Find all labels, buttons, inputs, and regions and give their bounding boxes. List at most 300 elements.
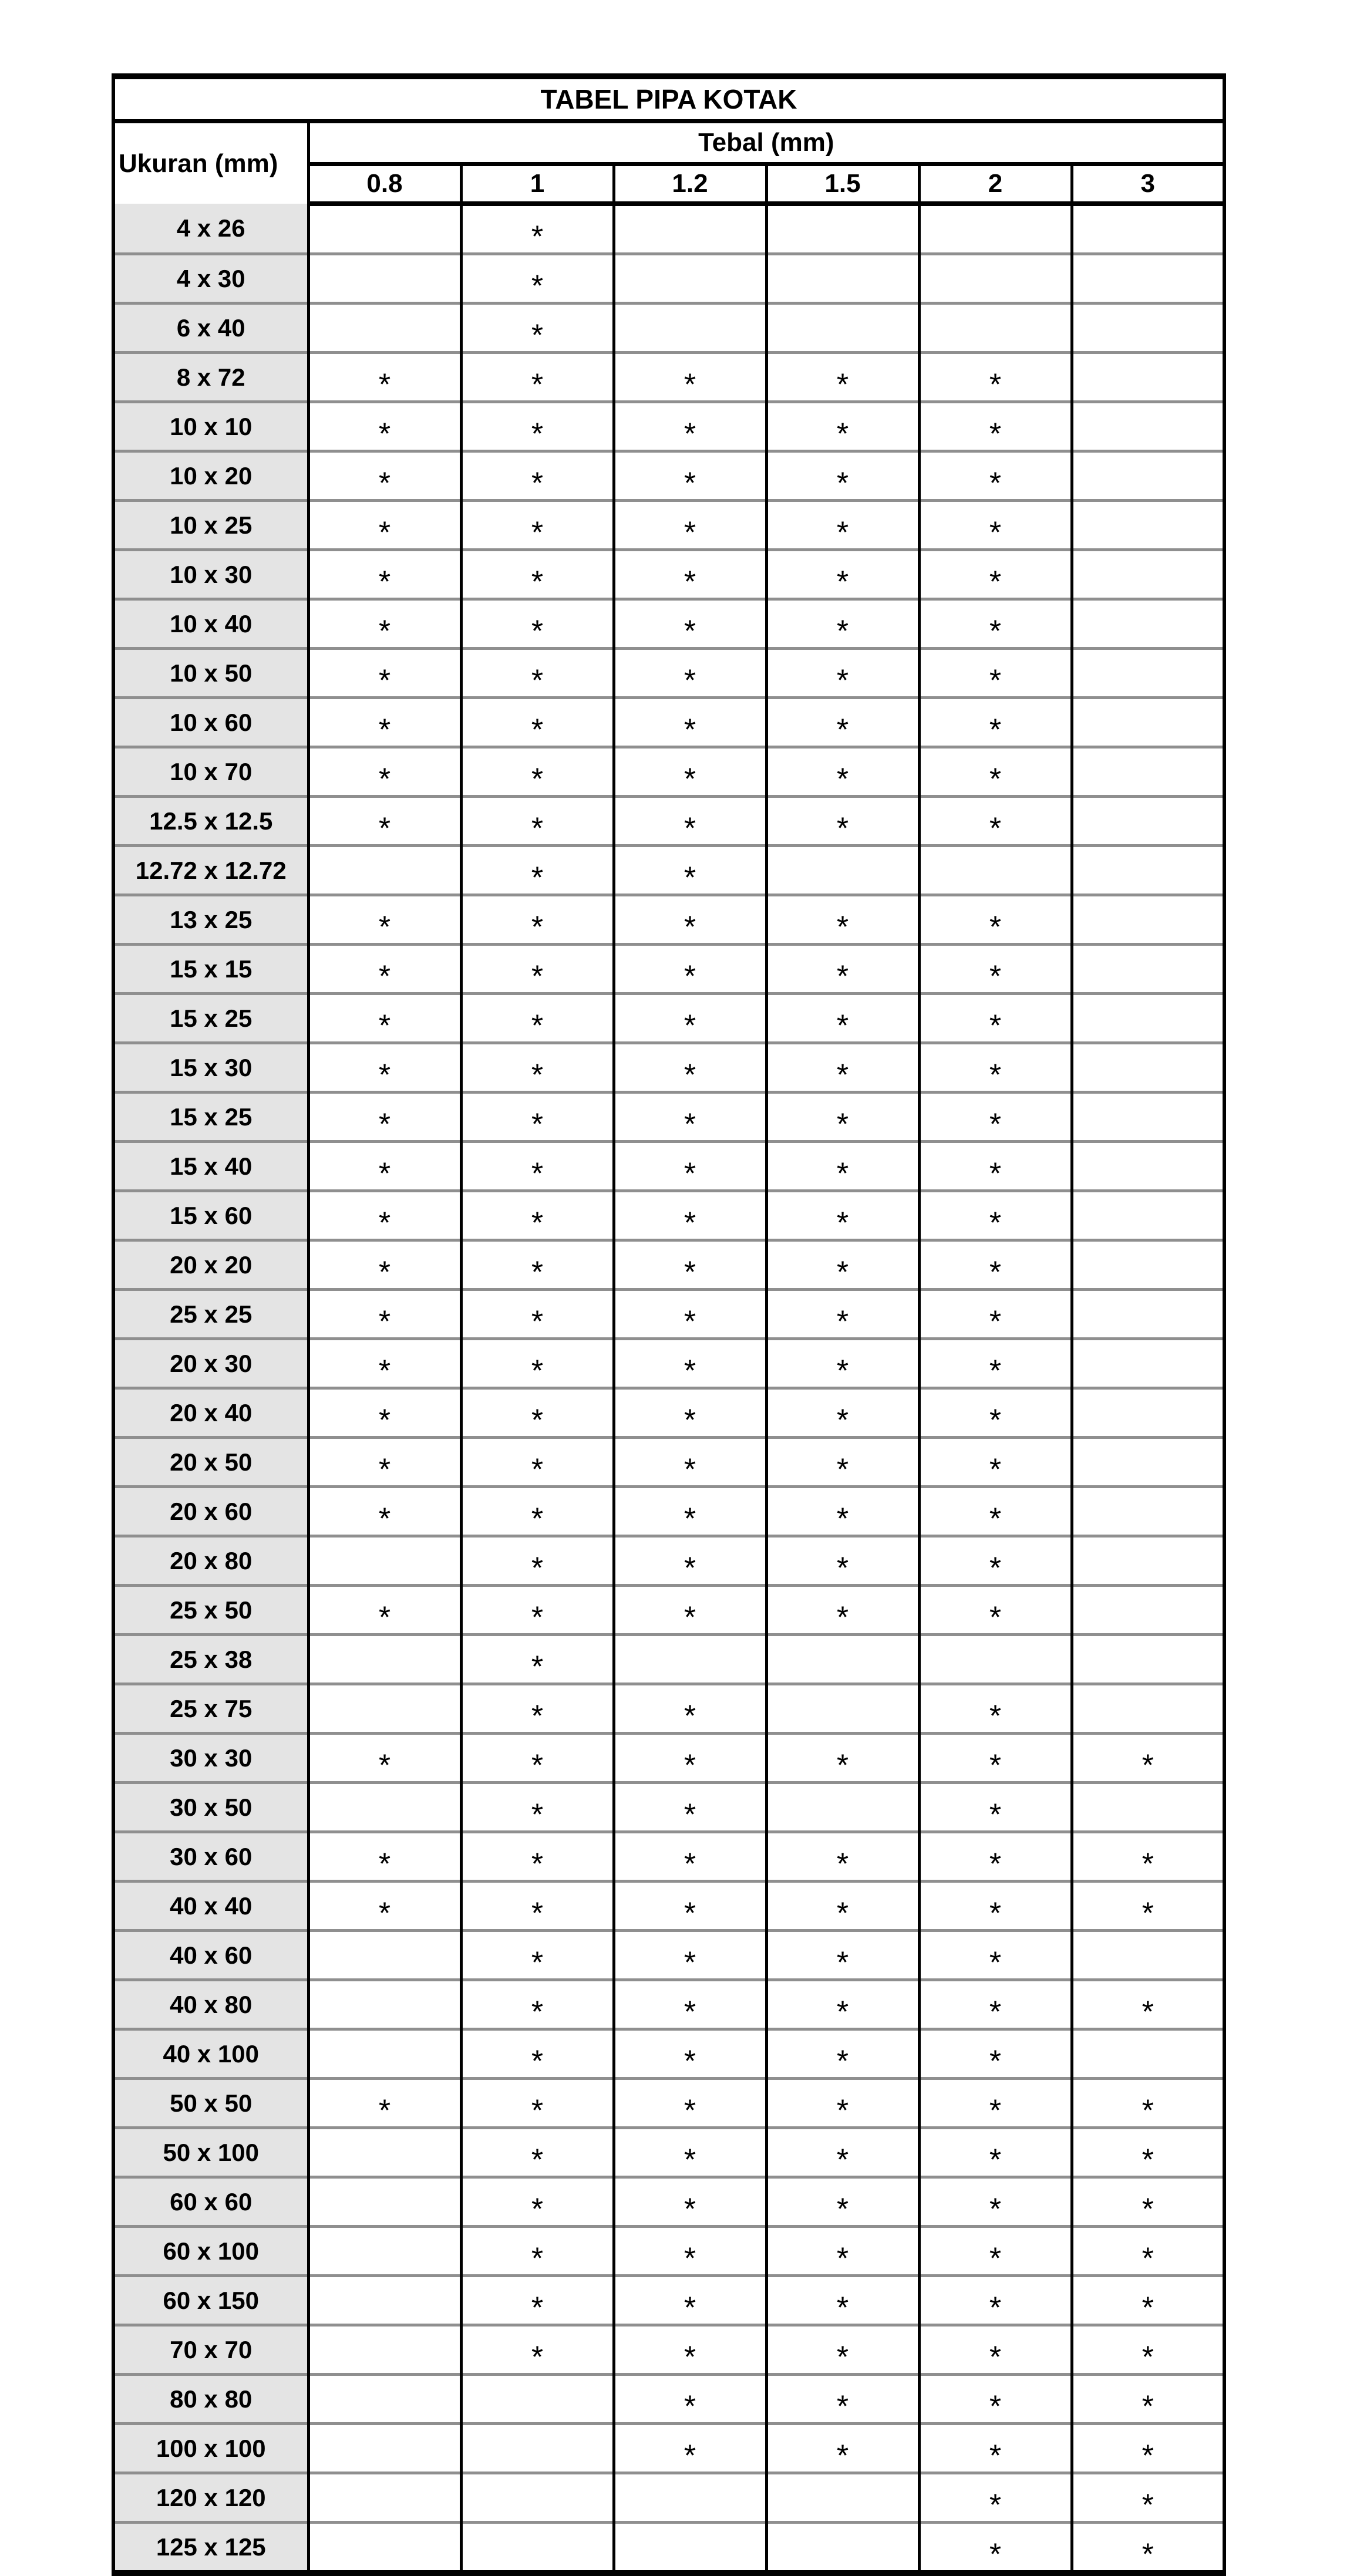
mark-cell: [766, 2523, 919, 2574]
availability-star: *: [684, 1353, 696, 1388]
mark-cell: [461, 1487, 614, 1536]
table-row: [113, 649, 1224, 698]
mark-cell: [1072, 304, 1224, 353]
mark-cell: [461, 895, 614, 945]
mark-cell: [1072, 895, 1224, 945]
table-row: [113, 451, 1224, 501]
mark-cell: [1072, 1536, 1224, 1586]
availability-star: *: [989, 1107, 1002, 1141]
mark-cell: [614, 1093, 766, 1142]
mark-cell: [461, 2128, 614, 2177]
availability-star: *: [989, 1600, 1002, 1634]
mark-cell: [1072, 2375, 1224, 2424]
mark-cell: [919, 2128, 1072, 2177]
mark-cell: [919, 2029, 1072, 2079]
table-row: [113, 2375, 1224, 2424]
size-cell: 20 x 40: [113, 1388, 308, 1438]
availability-star: *: [684, 2191, 696, 2226]
mark-cell: [766, 1043, 919, 1093]
availability-star: *: [378, 959, 391, 993]
availability-star: *: [836, 1205, 849, 1240]
table-row: [113, 402, 1224, 451]
mark-cell: [614, 1191, 766, 1240]
mark-cell: [766, 649, 919, 698]
availability-star: *: [836, 1107, 849, 1141]
availability-star: *: [531, 1649, 544, 1684]
availability-star: *: [684, 1107, 696, 1141]
availability-star: *: [1142, 1896, 1154, 1930]
availability-star: *: [378, 811, 391, 845]
mark-cell: [766, 599, 919, 649]
mark-cell: [614, 2473, 766, 2523]
table-row: [113, 1191, 1224, 1240]
availability-star: *: [989, 564, 1002, 599]
mark-cell: [1072, 994, 1224, 1043]
size-cell: 4 x 30: [113, 254, 308, 304]
mark-cell: [614, 353, 766, 402]
availability-star: *: [836, 1846, 849, 1881]
mark-cell: [614, 1240, 766, 1290]
size-cell: 15 x 60: [113, 1191, 308, 1240]
table-row: [113, 2424, 1224, 2473]
mark-cell: [461, 254, 614, 304]
mark-cell: [614, 599, 766, 649]
mark-cell: [766, 1635, 919, 1684]
availability-star: *: [989, 811, 1002, 845]
mark-cell: [461, 2523, 614, 2574]
mark-cell: [919, 2276, 1072, 2325]
availability-star: *: [531, 959, 544, 993]
availability-star: *: [989, 1452, 1002, 1486]
mark-cell: [461, 501, 614, 550]
mark-cell: [308, 1142, 461, 1191]
availability-star: *: [989, 515, 1002, 549]
size-cell: 30 x 30: [113, 1734, 308, 1783]
mark-cell: [766, 797, 919, 846]
mark-cell: [1072, 402, 1224, 451]
mark-cell: [308, 1191, 461, 1240]
size-cell: 30 x 60: [113, 1832, 308, 1882]
availability-star: *: [531, 416, 544, 451]
availability-star: *: [684, 1896, 696, 1930]
availability-star: *: [684, 1501, 696, 1536]
size-cell: 25 x 50: [113, 1586, 308, 1635]
mark-cell: [461, 2079, 614, 2128]
mark-cell: [461, 1388, 614, 1438]
mark-cell: [308, 846, 461, 895]
mark-cell: [766, 747, 919, 797]
availability-star: *: [531, 2142, 544, 2177]
size-cell: 40 x 80: [113, 1980, 308, 2029]
mark-cell: [308, 1980, 461, 2029]
availability-star: *: [378, 1156, 391, 1191]
mark-cell: [308, 2029, 461, 2079]
mark-cell: [461, 698, 614, 747]
availability-star: *: [836, 1452, 849, 1486]
availability-star: *: [531, 2191, 544, 2226]
table-row: [113, 1388, 1224, 1438]
availability-star: *: [684, 1255, 696, 1289]
mark-cell: [614, 1142, 766, 1191]
mark-cell: [1072, 2276, 1224, 2325]
availability-star: *: [836, 959, 849, 993]
mark-cell: [614, 1586, 766, 1635]
mark-cell: [1072, 1093, 1224, 1142]
mark-cell: [461, 1734, 614, 1783]
mark-cell: [614, 1832, 766, 1882]
availability-star: *: [531, 1501, 544, 1536]
availability-star: *: [684, 2093, 696, 2127]
mark-cell: [614, 501, 766, 550]
availability-star: *: [989, 1304, 1002, 1338]
mark-cell: [1072, 649, 1224, 698]
size-cell: 13 x 25: [113, 895, 308, 945]
mark-cell: [766, 353, 919, 402]
availability-star: *: [684, 1698, 696, 1733]
mark-cell: [1072, 599, 1224, 649]
availability-star: *: [684, 909, 696, 944]
mark-cell: [308, 2227, 461, 2276]
mark-cell: [614, 1783, 766, 1832]
availability-star: *: [989, 2142, 1002, 2177]
mark-cell: [308, 797, 461, 846]
mark-cell: [461, 550, 614, 599]
mark-cell: [461, 1438, 614, 1487]
mark-cell: [1072, 945, 1224, 994]
availability-star: *: [836, 564, 849, 599]
mark-cell: [766, 204, 919, 254]
mark-cell: [461, 1882, 614, 1931]
mark-cell: [614, 1438, 766, 1487]
availability-star: *: [378, 367, 391, 402]
mark-cell: [766, 304, 919, 353]
table-row: [113, 895, 1224, 945]
size-cell: 10 x 10: [113, 402, 308, 451]
mark-cell: [461, 2325, 614, 2375]
mark-cell: [308, 1783, 461, 1832]
availability-star: *: [1142, 2537, 1154, 2571]
mark-cell: [766, 501, 919, 550]
mark-cell: [1072, 1635, 1224, 1684]
table-row: [113, 1536, 1224, 1586]
availability-star: *: [684, 1748, 696, 1782]
availability-star: *: [989, 1008, 1002, 1043]
mark-cell: [614, 2325, 766, 2375]
availability-star: *: [989, 712, 1002, 747]
availability-star: *: [684, 811, 696, 845]
mark-cell: [1072, 1586, 1224, 1635]
table-row: [113, 1290, 1224, 1339]
mark-cell: [308, 1339, 461, 1388]
size-cell: 10 x 25: [113, 501, 308, 550]
mark-cell: [461, 402, 614, 451]
availability-star: *: [684, 367, 696, 402]
table-row: [113, 2523, 1224, 2574]
availability-star: *: [1142, 2093, 1154, 2127]
mark-cell: [614, 254, 766, 304]
availability-star: *: [989, 466, 1002, 500]
mark-cell: [766, 1438, 919, 1487]
availability-star: *: [684, 1797, 696, 1832]
mark-cell: [919, 698, 1072, 747]
size-cell: 50 x 100: [113, 2128, 308, 2177]
availability-star: *: [684, 2438, 696, 2473]
size-cell: 10 x 40: [113, 599, 308, 649]
mark-cell: [919, 1388, 1072, 1438]
availability-star: *: [378, 1304, 391, 1338]
availability-star: *: [684, 1205, 696, 1240]
availability-star: *: [989, 1994, 1002, 2029]
availability-star: *: [378, 466, 391, 500]
availability-star: *: [531, 1008, 544, 1043]
availability-star: *: [989, 1945, 1002, 1980]
mark-cell: [919, 747, 1072, 797]
availability-star: *: [378, 1057, 391, 1092]
mark-cell: [919, 2079, 1072, 2128]
availability-star: *: [684, 712, 696, 747]
mark-cell: [308, 599, 461, 649]
mark-cell: [766, 2079, 919, 2128]
mark-cell: [1072, 747, 1224, 797]
availability-star: *: [836, 613, 849, 648]
mark-cell: [308, 945, 461, 994]
availability-star: *: [531, 1896, 544, 1930]
mark-cell: [308, 1240, 461, 1290]
availability-star: *: [531, 515, 544, 549]
mark-cell: [308, 895, 461, 945]
availability-star: *: [378, 1205, 391, 1240]
table-row: [113, 599, 1224, 649]
mark-cell: [766, 2325, 919, 2375]
mark-cell: [1072, 2029, 1224, 2079]
availability-star: *: [378, 1402, 391, 1437]
availability-star: *: [684, 1600, 696, 1634]
mark-cell: [308, 2276, 461, 2325]
availability-star: *: [378, 1107, 391, 1141]
mark-cell: [919, 2473, 1072, 2523]
availability-star: *: [836, 1008, 849, 1043]
mark-cell: [308, 1388, 461, 1438]
availability-star: *: [531, 1156, 544, 1191]
mark-cell: [614, 2375, 766, 2424]
availability-star: *: [989, 2241, 1002, 2275]
mark-cell: [1072, 2128, 1224, 2177]
availability-star: *: [989, 959, 1002, 993]
table-row: [113, 550, 1224, 599]
mark-cell: [1072, 1388, 1224, 1438]
mark-cell: [308, 2325, 461, 2375]
availability-star: *: [836, 2093, 849, 2127]
size-cell: 10 x 20: [113, 451, 308, 501]
mark-cell: [919, 846, 1072, 895]
table-row: [113, 2128, 1224, 2177]
table-row: [113, 698, 1224, 747]
table-row: [113, 353, 1224, 402]
size-cell: 6 x 40: [113, 304, 308, 353]
mark-cell: [1072, 2079, 1224, 2128]
thickness-column-header: 0.8: [308, 164, 461, 204]
table-row: [113, 204, 1224, 254]
mark-cell: [1072, 2227, 1224, 2276]
mark-cell: [461, 353, 614, 402]
mark-cell: [461, 2473, 614, 2523]
availability-star: *: [989, 1896, 1002, 1930]
mark-cell: [766, 451, 919, 501]
mark-cell: [1072, 846, 1224, 895]
mark-cell: [1072, 2177, 1224, 2227]
mark-cell: [919, 1684, 1072, 1734]
mark-cell: [919, 649, 1072, 698]
availability-star: *: [378, 1255, 391, 1289]
mark-cell: [614, 945, 766, 994]
size-cell: 125 x 125: [113, 2523, 308, 2574]
mark-cell: [461, 747, 614, 797]
mark-cell: [614, 994, 766, 1043]
mark-cell: [461, 2375, 614, 2424]
table-row: [113, 1586, 1224, 1635]
size-cell: 20 x 20: [113, 1240, 308, 1290]
availability-star: *: [531, 219, 544, 254]
mark-cell: [1072, 2424, 1224, 2473]
mark-cell: [766, 1980, 919, 2029]
mark-cell: [461, 649, 614, 698]
availability-star: *: [684, 1057, 696, 1092]
availability-star: *: [836, 1304, 849, 1338]
size-cell: 20 x 60: [113, 1487, 308, 1536]
availability-star: *: [531, 2241, 544, 2275]
mark-cell: [461, 2029, 614, 2079]
mark-cell: [766, 1832, 919, 1882]
size-cell: 15 x 25: [113, 994, 308, 1043]
mark-cell: [919, 599, 1072, 649]
table-row: [113, 945, 1224, 994]
availability-star: *: [989, 2537, 1002, 2571]
table-body: [113, 204, 1224, 2573]
mark-cell: [919, 1290, 1072, 1339]
availability-star: *: [684, 1452, 696, 1486]
mark-cell: [919, 550, 1072, 599]
table-row: [113, 1093, 1224, 1142]
mark-cell: [461, 599, 614, 649]
mark-cell: [614, 1734, 766, 1783]
mark-cell: [308, 353, 461, 402]
availability-star: *: [989, 1698, 1002, 1733]
table-row: [113, 254, 1224, 304]
mark-cell: [1072, 1142, 1224, 1191]
size-cell: 60 x 150: [113, 2276, 308, 2325]
availability-star: *: [531, 1550, 544, 1585]
mark-cell: [308, 254, 461, 304]
availability-star: *: [531, 268, 544, 303]
availability-star: *: [989, 613, 1002, 648]
availability-star: *: [531, 2044, 544, 2078]
mark-cell: [766, 550, 919, 599]
mark-cell: [1072, 1684, 1224, 1734]
mark-cell: [1072, 550, 1224, 599]
availability-star: *: [531, 1797, 544, 1832]
mark-cell: [461, 797, 614, 846]
pipa-kotak-table: [112, 73, 1226, 2576]
table-row: [113, 1240, 1224, 1290]
mark-cell: [461, 846, 614, 895]
thickness-group-header: Tebal (mm): [308, 122, 1224, 164]
availability-star: *: [684, 2142, 696, 2177]
availability-star: *: [684, 761, 696, 796]
mark-cell: [308, 501, 461, 550]
availability-star: *: [684, 1846, 696, 1881]
mark-cell: [919, 204, 1072, 254]
availability-star: *: [989, 1205, 1002, 1240]
availability-star: *: [836, 1057, 849, 1092]
availability-star: *: [989, 416, 1002, 451]
mark-cell: [614, 1536, 766, 1586]
mark-cell: [919, 1438, 1072, 1487]
availability-star: *: [684, 2389, 696, 2423]
mark-cell: [1072, 254, 1224, 304]
mark-cell: [766, 1487, 919, 1536]
availability-star: *: [531, 761, 544, 796]
mark-cell: [919, 1783, 1072, 1832]
mark-cell: [614, 451, 766, 501]
mark-cell: [308, 2177, 461, 2227]
availability-star: *: [531, 860, 544, 895]
availability-star: *: [531, 811, 544, 845]
availability-star: *: [989, 1255, 1002, 1289]
availability-star: *: [836, 1945, 849, 1980]
mark-cell: [766, 698, 919, 747]
mark-cell: [614, 402, 766, 451]
availability-star: *: [531, 1748, 544, 1782]
table-row: [113, 1832, 1224, 1882]
mark-cell: [461, 1536, 614, 1586]
table-row: [113, 1931, 1224, 1980]
mark-cell: [308, 1734, 461, 1783]
availability-star: *: [684, 1304, 696, 1338]
mark-cell: [614, 1043, 766, 1093]
mark-cell: [766, 1339, 919, 1388]
mark-cell: [614, 649, 766, 698]
availability-star: *: [684, 2241, 696, 2275]
availability-star: *: [531, 466, 544, 500]
mark-cell: [919, 2424, 1072, 2473]
availability-star: *: [1142, 2290, 1154, 2325]
availability-star: *: [989, 663, 1002, 697]
mark-cell: [461, 2276, 614, 2325]
mark-cell: [308, 1882, 461, 1931]
mark-cell: [1072, 1043, 1224, 1093]
mark-cell: [1072, 1980, 1224, 2029]
table-row: [113, 1487, 1224, 1536]
availability-star: *: [531, 1994, 544, 2029]
availability-star: *: [684, 1994, 696, 2029]
availability-star: *: [1142, 2389, 1154, 2423]
mark-cell: [766, 2276, 919, 2325]
size-cell: 120 x 120: [113, 2473, 308, 2523]
availability-star: *: [378, 564, 391, 599]
availability-star: *: [836, 811, 849, 845]
mark-cell: [766, 1093, 919, 1142]
availability-star: *: [989, 2093, 1002, 2127]
mark-cell: [1072, 2523, 1224, 2574]
mark-cell: [461, 1093, 614, 1142]
availability-star: *: [836, 2142, 849, 2177]
availability-star: *: [531, 1205, 544, 1240]
mark-cell: [919, 1487, 1072, 1536]
mark-cell: [1072, 451, 1224, 501]
size-cell: 100 x 100: [113, 2424, 308, 2473]
mark-cell: [461, 1980, 614, 2029]
availability-star: *: [989, 1550, 1002, 1585]
